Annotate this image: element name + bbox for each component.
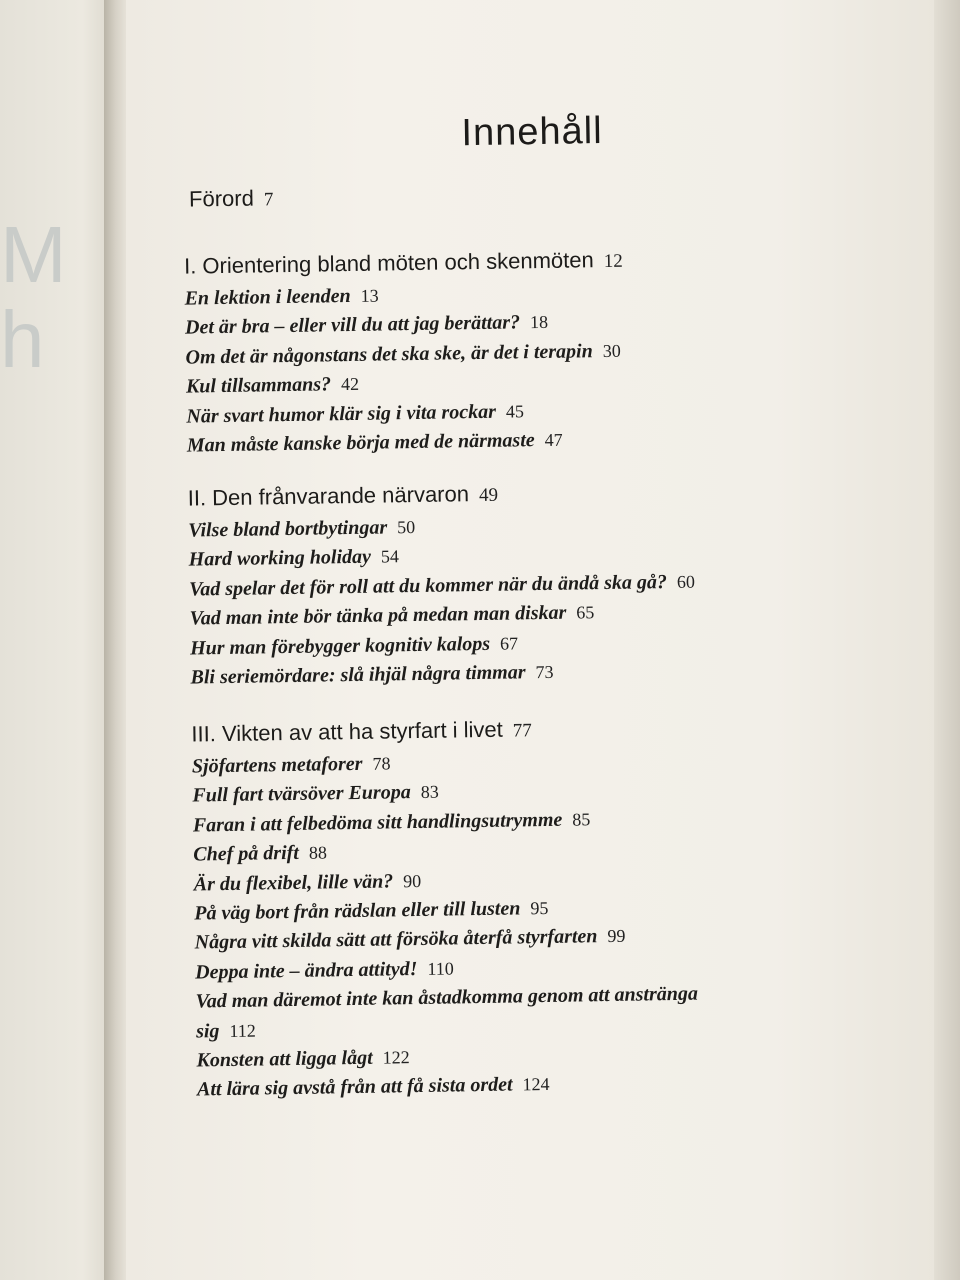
entry-title: Om det är någonstans det ska ske, är det i terapin [185,340,593,369]
entry-title: En lektion i leenden [184,284,351,310]
previous-page-letter-m: M [0,210,67,299]
entry-title: Faran i att felbedöma sitt handlingsutrymme [192,808,563,837]
entry-title: Några vitt skilda sätt att försöka återfå styrfarten [194,925,598,954]
toc-title: Innehåll [461,110,603,155]
entry-page-number: 13 [360,285,379,306]
entry-page-number: 42 [340,374,360,395]
entry-page-number: 30 [602,340,621,361]
entry-page-number: 90 [403,870,422,891]
section-page-number: 77 [512,720,532,742]
entry-page-number: 95 [530,897,549,919]
entry-page-number: 83 [420,782,439,803]
entry-title: Man måste kanske börja med de närmaste [186,429,535,457]
section-page-number: 49 [478,484,499,506]
entry-title: Chef på drift [193,842,300,866]
entry-page-number: 60 [676,571,696,592]
entry-title: Vilse bland bortbytingar [188,516,388,542]
toc-section [191,706,897,1106]
entry-page-number: 65 [576,602,595,623]
entry-title: Konsten att ligga lågt [196,1046,373,1072]
entry-page-number: 54 [380,546,400,567]
entry-title: Vad spelar det för roll att du kommer när du ändå ska gå? [188,570,668,601]
entry-page-number: 122 [382,1047,410,1068]
toc-section [184,238,887,461]
toc-foreword [189,185,274,212]
entry-title: Hard working holiday [188,546,372,571]
entry-title: Sjöfartens metaforer [191,752,363,778]
entry-title: Deppa inte – ändra attityd! [195,957,418,984]
entry-page-number: 18 [529,312,549,333]
entry-page-number: 67 [499,633,519,654]
entry-title: Vad man däremot inte kan åstadkomma genom att anstränga [195,982,699,1013]
entry-page-number: 73 [535,661,554,683]
entry-title: sig [195,1019,220,1043]
entry-title: Hur man förebygger kognitiv kalops [189,632,491,660]
entry-title: Vad man inte bör tänka på medan man diskar [189,601,567,630]
section-page-number: 12 [603,250,623,273]
entry-title: Det är bra – eller vill du att jag berättar? [184,311,521,339]
foreword-page-number: 7 [263,189,274,211]
toc-section [187,470,890,693]
foreword-label: Förord [188,185,255,212]
section-title: II. Den frånvarande närvaron [187,481,470,511]
entry-page-number: 78 [372,753,391,774]
entry-page-number: 50 [396,517,416,538]
entry-page-number: 47 [544,429,563,450]
entry-page-number: 124 [522,1074,550,1095]
entry-title: Att lära sig avstå från att få sista ordet [196,1074,513,1101]
entry-page-number: 112 [229,1020,256,1041]
entry-title: När svart humor klär sig i vita rockar [186,400,497,428]
entry-page-number: 45 [505,400,525,422]
entry-page-number: 88 [308,842,328,863]
section-title: III. Vikten av att ha styrfart i livet [191,716,503,747]
entry-title: Kul tillsammans? [185,373,332,398]
entry-page-number: 99 [607,926,626,947]
entry-title: Full fart tvärsöver Europa [192,781,411,807]
entry-title: Bli seriemördare: slå ihjäl några timmar [190,661,526,689]
entry-page-number: 85 [572,809,591,830]
entry-page-number: 110 [427,958,454,979]
entry-title: På väg bort från rädslan eller till lusten [194,897,521,925]
entry-title: Är du flexibel, lille vän? [193,870,394,896]
previous-page-letter-h: h [0,295,45,384]
section-title: I. Orientering bland möten och skenmöten [183,247,594,279]
